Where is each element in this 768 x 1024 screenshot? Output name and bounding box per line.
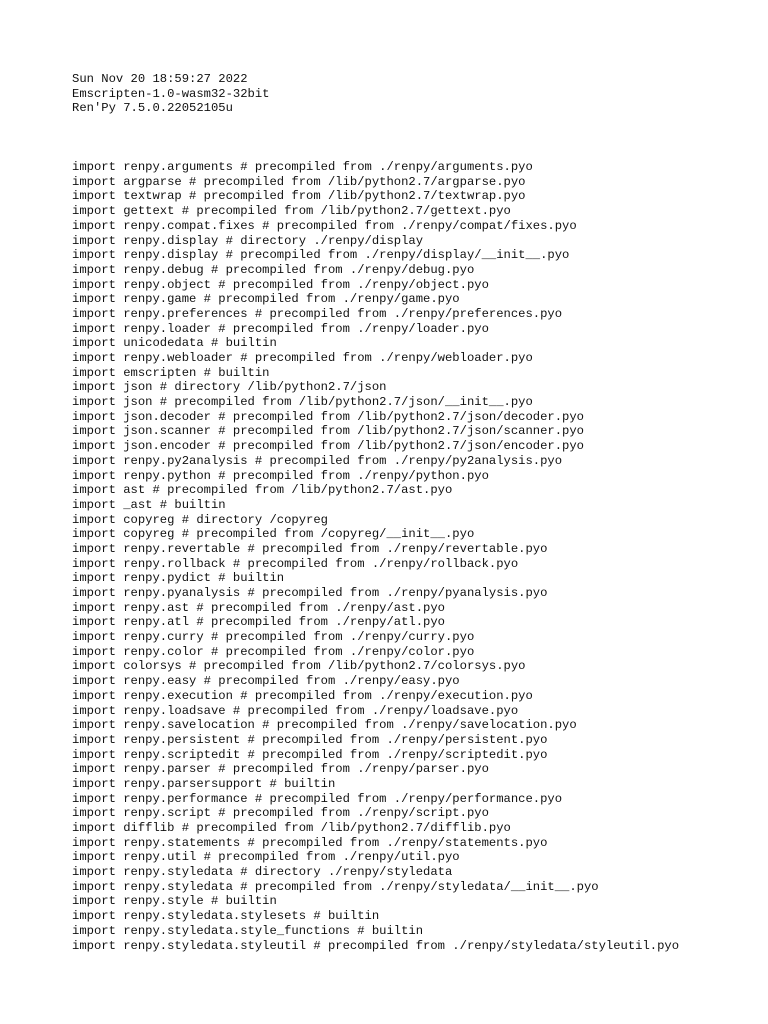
log-line: import renpy.curry # precompiled from ./renpy/curry.pyo	[72, 630, 475, 645]
log-line: import renpy.util # precompiled from ./renpy/util.pyo	[72, 850, 460, 865]
log-line: import json.encoder # precompiled from /lib/python2.7/json/encoder.pyo	[72, 439, 584, 454]
header-platform: Emscripten-1.0-wasm32-32bit	[72, 86, 270, 101]
log-line: import difflib # precompiled from /lib/python2.7/difflib.pyo	[72, 821, 511, 835]
log-line: import gettext # precompiled from /lib/python2.7/gettext.pyo	[72, 204, 511, 219]
log-line: import copyreg # precompiled from /copyreg/__init__.pyo	[72, 527, 475, 542]
log-line: import ast # precompiled from /lib/python2.7/ast.pyo	[72, 483, 453, 498]
log-line: import renpy.revertable # precompiled from ./renpy/revertable.pyo	[72, 541, 548, 556]
log-line: import renpy.preferences # precompiled from ./renpy/preferences.pyo	[72, 306, 563, 321]
log-line: import renpy.display # precompiled from ./renpy/display/__init__.pyo	[72, 248, 570, 263]
log-line: import renpy.arguments # precompiled from ./renpy/arguments.pyo	[72, 160, 533, 175]
log-line: import json.decoder # precompiled from /lib/python2.7/json/decoder.pyo	[72, 409, 584, 424]
log-line: import renpy.object # precompiled from ./renpy/object.pyo	[72, 277, 489, 292]
log-line: import argparse # precompiled from /lib/python2.7/argparse.pyo	[72, 174, 526, 189]
log-line: import renpy.styledata.stylesets # builtin	[72, 909, 380, 924]
log-line: import renpy.statements # precompiled from ./renpy/statements.pyo	[72, 835, 548, 850]
log-line: import renpy.py2analysis # precompiled from ./renpy/py2analysis.pyo	[72, 453, 563, 468]
log-line: import renpy.savelocation # precompiled from ./renpy/savelocation.pyo	[72, 718, 577, 733]
log-line: import unicodedata # builtin	[72, 336, 277, 351]
log-line: import renpy.atl # precompiled from ./renpy/atl.pyo	[72, 615, 445, 630]
log-line: import renpy.game # precompiled from ./renpy/game.pyo	[72, 292, 460, 307]
log-line: import renpy.loadsave # precompiled from ./renpy/loadsave.pyo	[72, 703, 519, 718]
log-line: import renpy.style # builtin	[72, 894, 277, 909]
log-line: import copyreg # directory /copyreg	[72, 512, 328, 527]
log-header	[72, 72, 768, 116]
log-line: import renpy.scriptedit # precompiled from ./renpy/scriptedit.pyo	[72, 747, 548, 762]
log-line: import renpy.compat.fixes # precompiled from ./renpy/compat/fixes.pyo	[72, 218, 577, 233]
log-line: import renpy.rollback # precompiled from ./renpy/rollback.pyo	[72, 556, 519, 571]
log-line: import renpy.parsersupport # builtin	[72, 776, 336, 791]
header-date: Sun Nov 20 18:59:27 2022	[72, 72, 248, 86]
log-line: import renpy.display # directory ./renpy/display	[72, 233, 424, 248]
log-line: import renpy.parser # precompiled from ./renpy/parser.pyo	[72, 762, 489, 777]
log-line: import renpy.ast # precompiled from ./renpy/ast.pyo	[72, 600, 445, 615]
log-line: import renpy.persistent # precompiled from ./renpy/persistent.pyo	[72, 732, 548, 747]
log-line: import renpy.pyanalysis # precompiled from ./renpy/pyanalysis.pyo	[72, 586, 548, 600]
log-line: import renpy.python # precompiled from ./renpy/python.pyo	[72, 468, 489, 483]
log-line: import renpy.loader # precompiled from ./renpy/loader.pyo	[72, 321, 489, 336]
log-document	[72, 72, 768, 953]
log-line: import renpy.execution # precompiled from ./renpy/execution.pyo	[72, 688, 533, 703]
import-log	[72, 160, 768, 953]
log-line: import renpy.debug # precompiled from ./renpy/debug.pyo	[72, 262, 475, 277]
log-line: import json # directory /lib/python2.7/json	[72, 380, 387, 395]
log-line: import _ast # builtin	[72, 497, 226, 512]
log-line: import renpy.styledata # precompiled from ./renpy/styledata/__init__.pyo	[72, 879, 599, 894]
log-line: import renpy.easy # precompiled from ./renpy/easy.pyo	[72, 674, 460, 689]
log-line: import renpy.styledata.styleutil # precompiled from ./renpy/styledata/styleutil.pyo	[72, 938, 680, 953]
log-line: import json.scanner # precompiled from /lib/python2.7/json/scanner.pyo	[72, 424, 584, 439]
log-line: import renpy.webloader # precompiled from ./renpy/webloader.pyo	[72, 351, 533, 365]
log-line: import colorsys # precompiled from /lib/python2.7/colorsys.pyo	[72, 659, 526, 674]
log-line: import renpy.styledata # directory ./renpy/styledata	[72, 865, 453, 880]
log-line: import renpy.color # precompiled from ./renpy/color.pyo	[72, 644, 475, 659]
log-line: import renpy.styledata.style_functions # builtin	[72, 923, 424, 938]
header-version: Ren'Py 7.5.0.22052105u	[72, 101, 233, 116]
log-line: import emscripten # builtin	[72, 365, 270, 380]
log-line: import renpy.script # precompiled from ./renpy/script.pyo	[72, 806, 489, 821]
log-line: import textwrap # precompiled from /lib/python2.7/textwrap.pyo	[72, 189, 526, 204]
log-line: import renpy.pydict # builtin	[72, 571, 285, 586]
log-line: import renpy.performance # precompiled from ./renpy/performance.pyo	[72, 791, 563, 806]
log-line: import json # precompiled from /lib/python2.7/json/__init__.pyo	[72, 395, 533, 410]
